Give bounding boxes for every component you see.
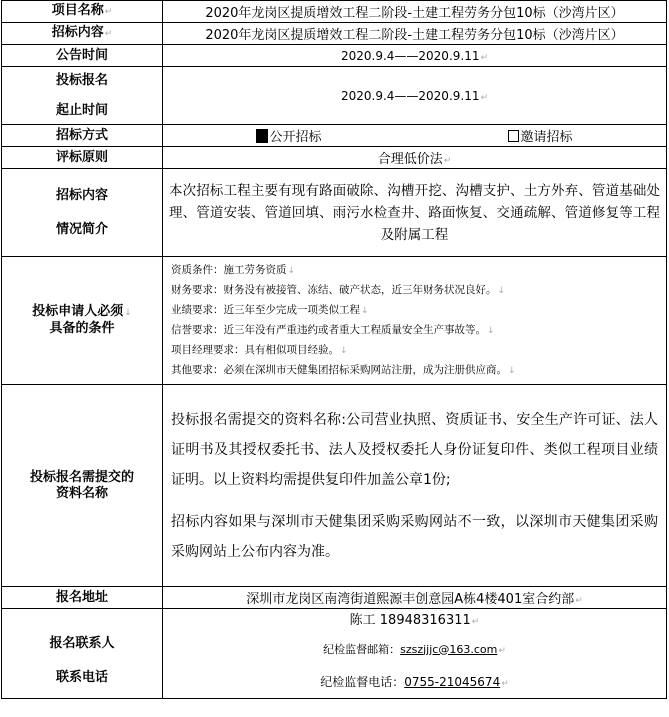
row-announce-time (2, 45, 667, 67)
label-announce-time: 公告时间 (2, 45, 163, 67)
label-tender-content: 招标内容↵ (2, 23, 163, 45)
empty-box-icon (508, 130, 519, 142)
value-tender-content: 2020年龙岗区提质增效工程二阶段-土建工程劳务分包10标（沙湾片区） (163, 23, 667, 45)
supervision-phone: 纪检监督电话：0755-21045674↵ (320, 674, 509, 689)
value-project-name: 2020年龙岗区提质增效工程二阶段-土建工程劳务分包10标（沙湾片区） (163, 1, 667, 23)
value-summary: 本次招标工程主要有现有路面破除、沟槽开挖、沟槽支护、土方外弃、管道基础处理、管道安装、管道回填、雨污水检查井、路面恢复、交通疏解、管道修复等工程及附属工程 (163, 169, 667, 257)
row-contact (2, 609, 667, 699)
label-summary: 招标内容 情况简介 (2, 169, 163, 257)
row-tender-method (2, 125, 667, 147)
value-evaluation: 合理低价法↵ (163, 147, 667, 169)
row-registration-time (2, 67, 667, 125)
value-address: 深圳市龙岗区南湾街道熙源丰创意园A栋4楼401室合约部↵ (163, 587, 667, 609)
label-project-name: 项目名称↵ (2, 1, 163, 23)
value-tender-method (163, 125, 667, 147)
tender-notice-table (1, 0, 667, 699)
label-contact: 报名联系人 联系电话 (2, 609, 163, 699)
label-registration-time: 投标报名 起止时间 (2, 67, 163, 125)
requirement-item: 其他要求：必须在深圳市天健集团招标采购网站注册，成为注册供应商。↓ (171, 363, 516, 376)
value-registration-time: 2020.9.4——2020.9.11↵ (163, 67, 667, 125)
label-requirements: 投标申请人必须↓ 具备的条件 (2, 257, 163, 385)
checked-box-icon (256, 129, 268, 143)
row-tender-content (2, 23, 667, 45)
requirement-item: 项目经理要求：具有相似项目经验。↓ (171, 343, 348, 356)
documents-paragraph: 投标报名需提交的资料名称:公司营业执照、资质证书、安全生产许可证、法人证明书及其授权委托书、法人及授权委托人身份证复印件、类似工程项目业绩证明。以上资料均需提供复印件加盖公章1份; (171, 411, 658, 488)
supervision-email: 纪检监督邮箱：szszjjjc@163.com↵ (323, 642, 506, 656)
row-evaluation (2, 147, 667, 169)
requirement-item: 业绩要求：近三年至少完成一项类似工程↓ (171, 303, 369, 316)
label-address: 报名地址 (2, 587, 163, 609)
value-requirements (163, 257, 667, 385)
label-evaluation: 评标原则 (2, 147, 163, 169)
row-requirements (2, 257, 667, 385)
option-open-tender: 公开招标 (256, 126, 321, 145)
label-documents: 投标报名需提交的 资料名称 (2, 385, 163, 587)
row-summary (2, 169, 667, 257)
label-tender-method: 招标方式 (2, 125, 163, 147)
row-address (2, 587, 667, 609)
contact-person: 陈工 18948316311↵ (349, 612, 480, 628)
requirement-item: 财务要求：财务没有被接管、冻结、破产状态，近三年财务状况良好。↓ (171, 283, 506, 296)
row-project-name (2, 1, 667, 23)
documents-note: 招标内容如果与深圳市天健集团采购采购网站不一致，以深圳市天健集团采购采购网站上公布内容为准。 (171, 513, 658, 560)
value-documents (163, 385, 667, 587)
requirement-item: 信誉要求：近三年没有严重违约或者重大工程质量安全生产事故等。↓ (171, 323, 495, 336)
value-announce-time: 2020.9.4——2020.9.11↵ (163, 45, 667, 67)
requirement-item: 资质条件：施工劳务资质↓ (171, 263, 296, 276)
option-invite-tender: 邀请招标 (508, 126, 572, 145)
value-contact (163, 609, 667, 699)
row-documents (2, 385, 667, 587)
